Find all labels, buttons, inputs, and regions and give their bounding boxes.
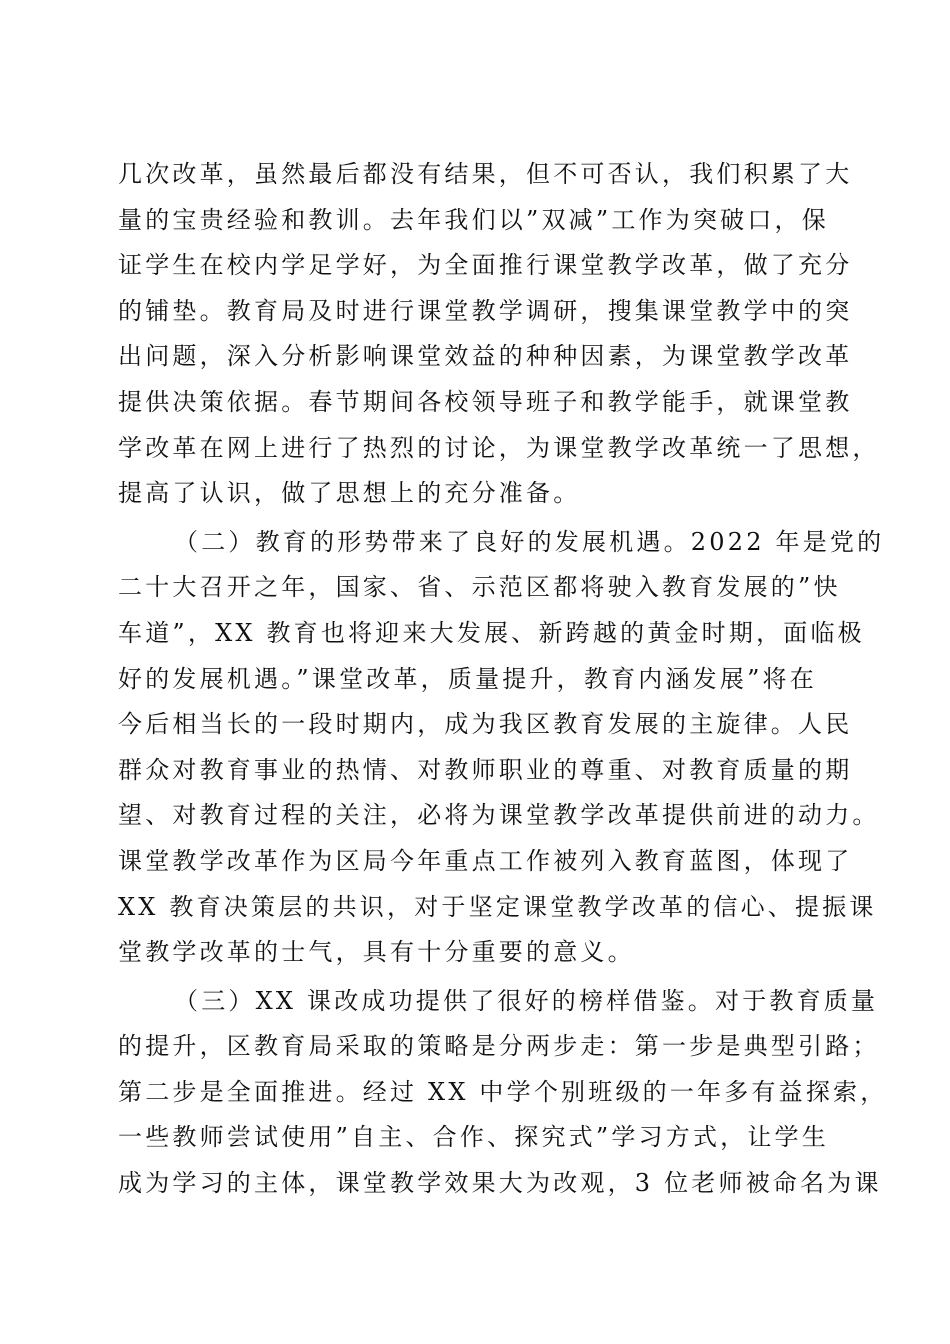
- paragraph-line: 几次改革，虽然最后都没有结果，但不可否认，我们积累了大: [118, 160, 853, 188]
- paragraph-line: 提供决策依据。春节期间各校领导班子和教学能手，就课堂教: [118, 387, 853, 416]
- paragraph-line: 二十大召开之年，国家、省、示范区都将驶入教育发展的”快: [118, 573, 841, 602]
- paragraph-line: 出问题，深入分析影响课堂效益的种种因素，为课堂教学改革: [118, 342, 853, 371]
- paragraph-1: [118, 152, 880, 517]
- paragraph-2: [118, 520, 885, 976]
- paragraph-line: 提高了认识，做了思想上的充分准备。: [118, 479, 581, 508]
- paragraph-line: 学改革在网上进行了热烈的讨论，为课堂教学改革统一了思想，: [118, 433, 880, 462]
- paragraph-line: 好的发展机遇。”课堂改革，质量提升，教育内涵发展”将在: [118, 664, 817, 693]
- paragraph-line: 一些教师尝试使用”自主、合作、探究式”学习方式，让学生: [118, 1123, 829, 1152]
- paragraph-line: 群众对教育事业的热情、对教师职业的尊重、对教育质量的期: [118, 755, 853, 784]
- paragraph-line: 的提升，区教育局采取的策略是分两步走：第一步是典型引路；: [118, 1032, 880, 1061]
- paragraph-3: [118, 979, 888, 1207]
- document-body: [118, 152, 888, 1207]
- paragraph-line-first: （二）教育的形势带来了良好的发展机遇。2022 年是党的: [174, 527, 885, 556]
- paragraph-line: 证学生在校内学足学好，为全面推行课堂教学改革，做了充分: [118, 251, 853, 280]
- paragraph-line: 今后相当长的一段时期内，成为我区教育发展的主旋律。人民: [118, 710, 853, 739]
- paragraph-line: 课堂教学改革作为区局今年重点工作被列入教育蓝图，体现了: [118, 846, 853, 875]
- paragraph-line: 量的宝贵经验和教训。去年我们以”双减”工作为突破口，保: [118, 205, 829, 234]
- paragraph-line: 第二步是全面推进。经过 XX 中学个别班级的一年多有益探索，: [118, 1077, 888, 1106]
- paragraph-line: 堂教学改革的士气，具有十分重要的意义。: [118, 938, 635, 967]
- paragraph-line-first: （三）XX 课改成功提供了很好的榜样借鉴。对于教育质量: [174, 986, 879, 1015]
- paragraph-line: 的铺垫。教育局及时进行课堂教学调研，搜集课堂教学中的突: [118, 296, 853, 325]
- paragraph-line: 车道”，XX 教育也将迎来大发展、新跨越的黄金时期，面临极: [118, 618, 865, 647]
- paragraph-line: 成为学习的主体，课堂教学效果大为改观，3 位老师被命名为课: [118, 1169, 882, 1198]
- paragraph-line: 望、对教育过程的关注，必将为课堂教学改革提供前进的动力。: [118, 801, 880, 830]
- paragraph-line: XX 教育决策层的共识，对于坚定课堂教学改革的信心、提振课: [118, 892, 877, 921]
